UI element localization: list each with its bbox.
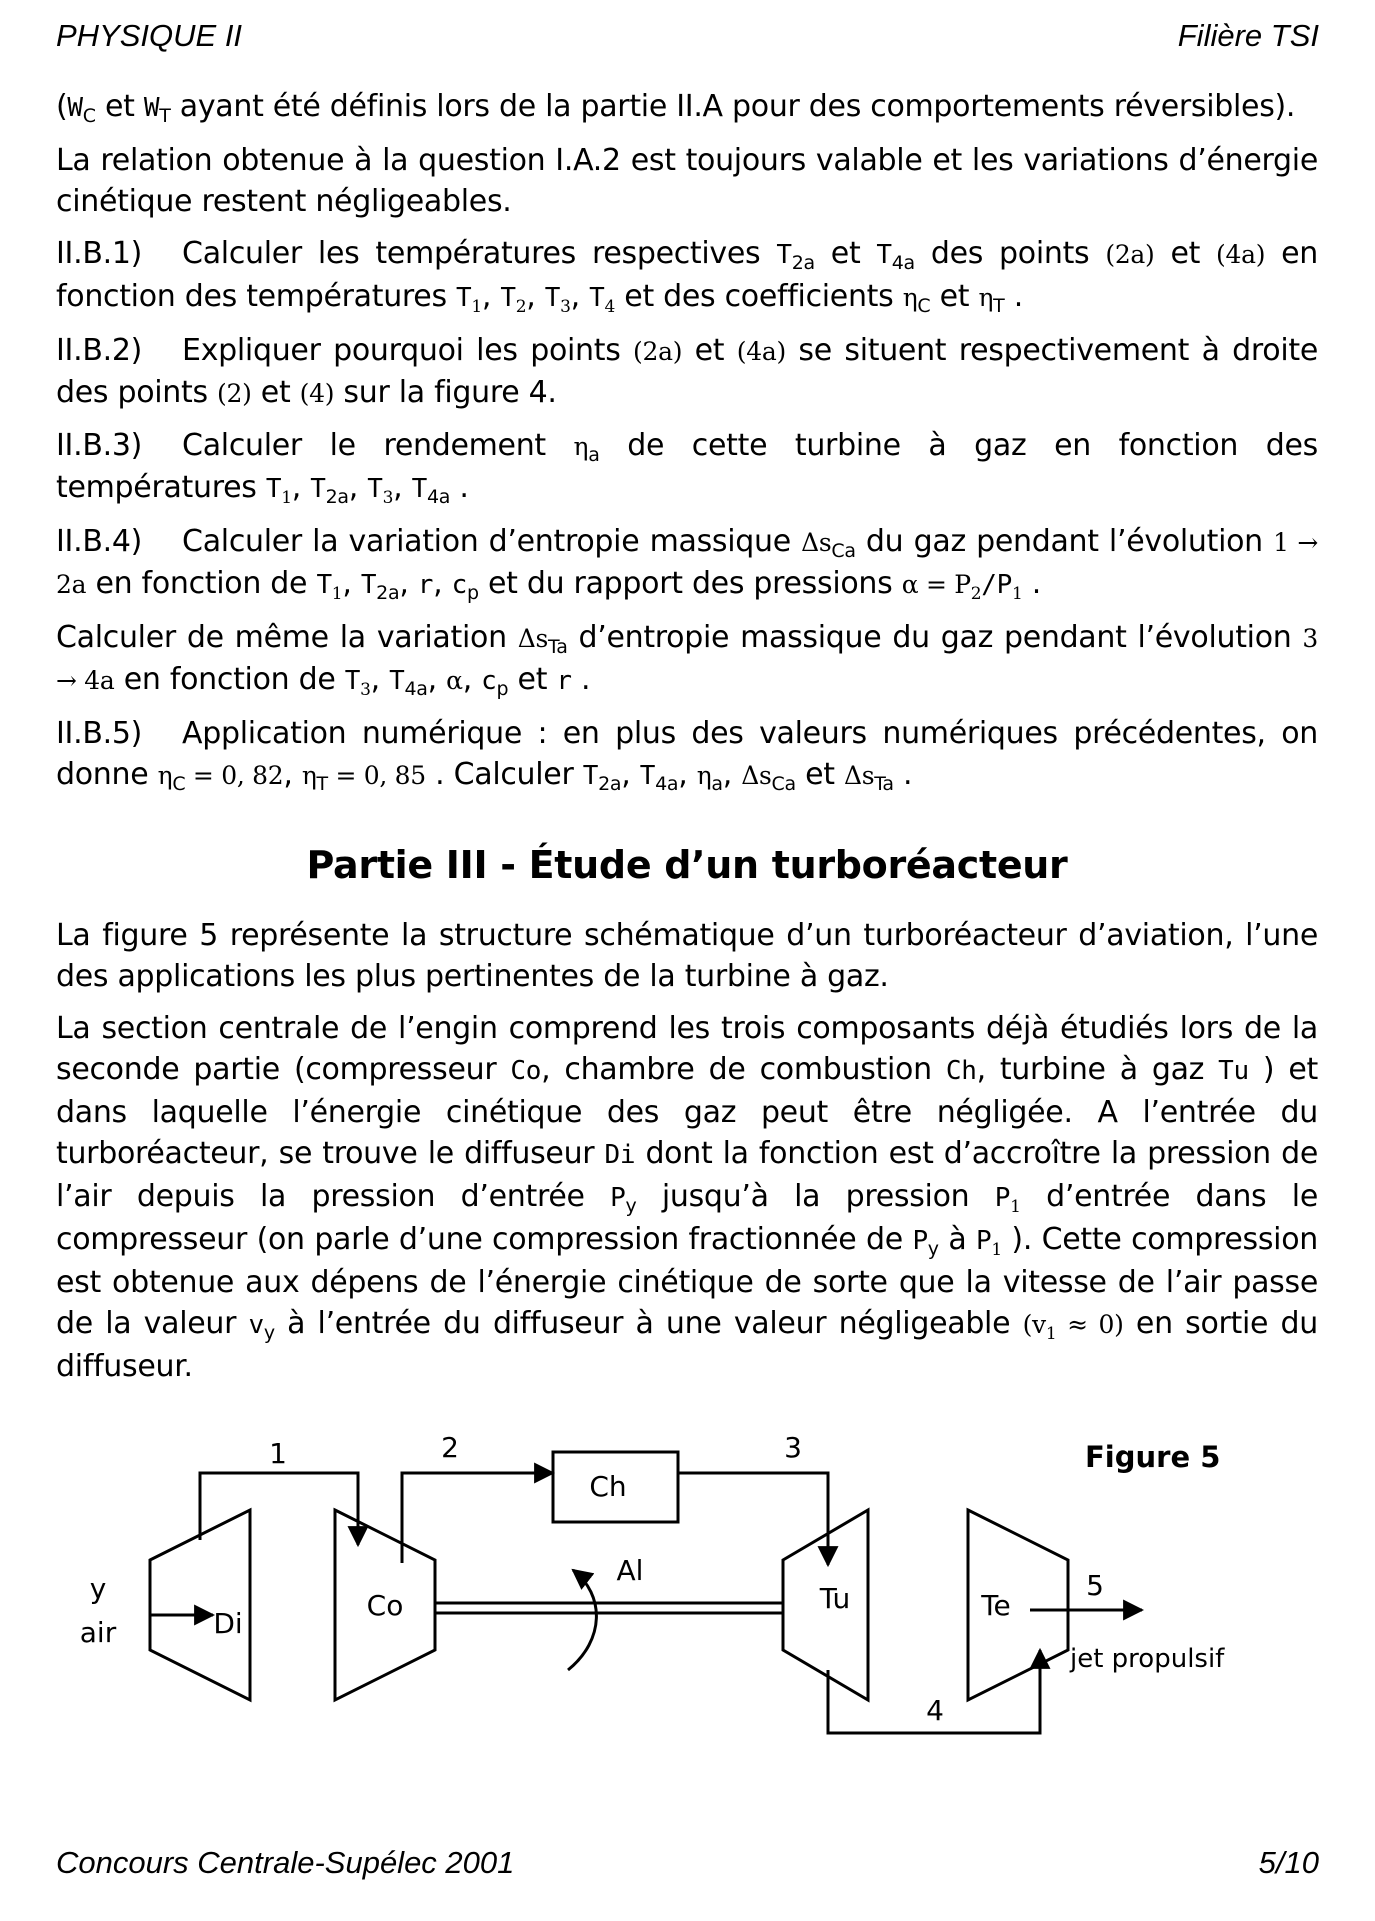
rotation-arrow <box>568 1570 596 1670</box>
question-II-B-3: II.B.3) Calculer le rendement $\eta_a$ de cette turbine à gaz en fonction des températures $T_1$, $T_{2a}$, $T_3$, $T_{4a}$ . <box>56 428 1319 508</box>
label-Te: Te <box>981 1589 1011 1622</box>
paragraph-engine-description: La section centrale de l’engin comprend les trois composants déjà étudiés lors de la seconde partie (compresseur Co, chambre de combustion Ch, turbine à gaz Tu ) et dans laquelle l’énergie cinétique des gaz peut être négligée. A l’entrée du turboréacteur, se trouve le diffuseur Di dont la fonction est d’accroître la pression de l’air depuis la pression d’entrée $P_y$ jusqu’à la pression $P_1$ d’entrée dans le compresseur (on parle d’une compression fractionnée de $P_y$ à $P_1$ ). Cette compression est obtenue aux dépens de l’énergie cinétique de sorte que la vitesse de l’air passe de la valeur $v_y$ à l’entrée du diffuseur à une valeur négligeable $(v_1 \approx 0)$ en sortie du diffuseur. <box>56 1011 1318 1384</box>
page-body <box>56 86 1318 1398</box>
question-II-B-4-entropy-turbine: Calculer de même la variation $\Delta s_{Ta}$ d’entropie massique du gaz pendant l’évolution 3 → 4a en fonction de $T_3$, $T_{4a}$, α, $c_p$ et r . <box>56 620 1319 700</box>
label-Ch: Ch <box>589 1470 627 1503</box>
header-subject: PHYSIQUE II <box>56 18 243 53</box>
question-II-B-1: II.B.1) Calculer les températures respectives $T_{2a}$ et $T_{4a}$ des points (2a) et (4a) en fonction des températures $T_1$, $T_2$, $T_3$, $T_4$ et des coefficients $\eta_C$ et $\eta_T$ . <box>56 236 1319 317</box>
label-Al: Al <box>616 1554 644 1587</box>
label-Tu: Tu <box>819 1582 851 1615</box>
label-y: y <box>89 1572 107 1605</box>
header-track: Filière TSI <box>1177 18 1319 53</box>
label-5: 5 <box>1086 1569 1104 1602</box>
figure-title: Figure 5 <box>1085 1440 1221 1474</box>
label-3: 3 <box>784 1431 802 1464</box>
question-II-B-5: II.B.5) Application numérique : en plus des valeurs numériques précédentes, on donne $\eta_C = 0$, 82, $\eta_T = 0$, 85 . Calculer $T_{2a}$, $T_{4a}$, $\eta_a$, $\Delta s_{Ca}$ et $\Delta s_{Ta}$ . <box>56 716 1318 795</box>
label-2: 2 <box>441 1431 459 1464</box>
flow-3 <box>678 1473 828 1565</box>
paragraph-figure-intro: La figure 5 représente la structure schématique d’un turboréacteur d’aviation, l’une des applications les plus pertinentes de la turbine à gaz. <box>56 918 1318 994</box>
label-Di: Di <box>213 1607 243 1640</box>
footer-page-number: 5/10 <box>1258 1845 1319 1880</box>
question-II-B-2: II.B.2) Expliquer pourquoi les points (2a) et (4a) se situent respectivement à droite des points (2) et (4) sur la figure 4. <box>56 333 1318 410</box>
paragraph-relation: La relation obtenue à la question I.A.2 est toujours valable et les variations d’énergie cinétique restent négligeables. <box>56 143 1318 219</box>
footer-contest: Concours Centrale-Supélec 2001 <box>56 1845 515 1880</box>
label-air: air <box>79 1616 117 1649</box>
label-jet-propulsif: jet propulsif <box>1070 1644 1225 1674</box>
paragraph-definitions: ($W_C$ et $W_T$ ayant été définis lors de la partie II.A pour des comportements réversibles). <box>56 89 1296 127</box>
figure-5-turbojet-diagram <box>0 1415 1375 1745</box>
label-1: 1 <box>269 1437 287 1470</box>
question-II-B-4: II.B.4) Calculer la variation d’entropie massique $\Delta s_{Ca}$ du gaz pendant l’évolution 1 → 2a en fonction de $T_1$, $T_{2a}$, r, $c_p$ et du rapport des pressions $\alpha = P_2/P_1$ . <box>56 524 1318 604</box>
flow-2 <box>402 1473 553 1563</box>
label-4: 4 <box>926 1694 944 1727</box>
label-Co: Co <box>366 1589 404 1622</box>
section-title: Partie III - Étude d’un turboréacteur <box>306 843 1068 887</box>
